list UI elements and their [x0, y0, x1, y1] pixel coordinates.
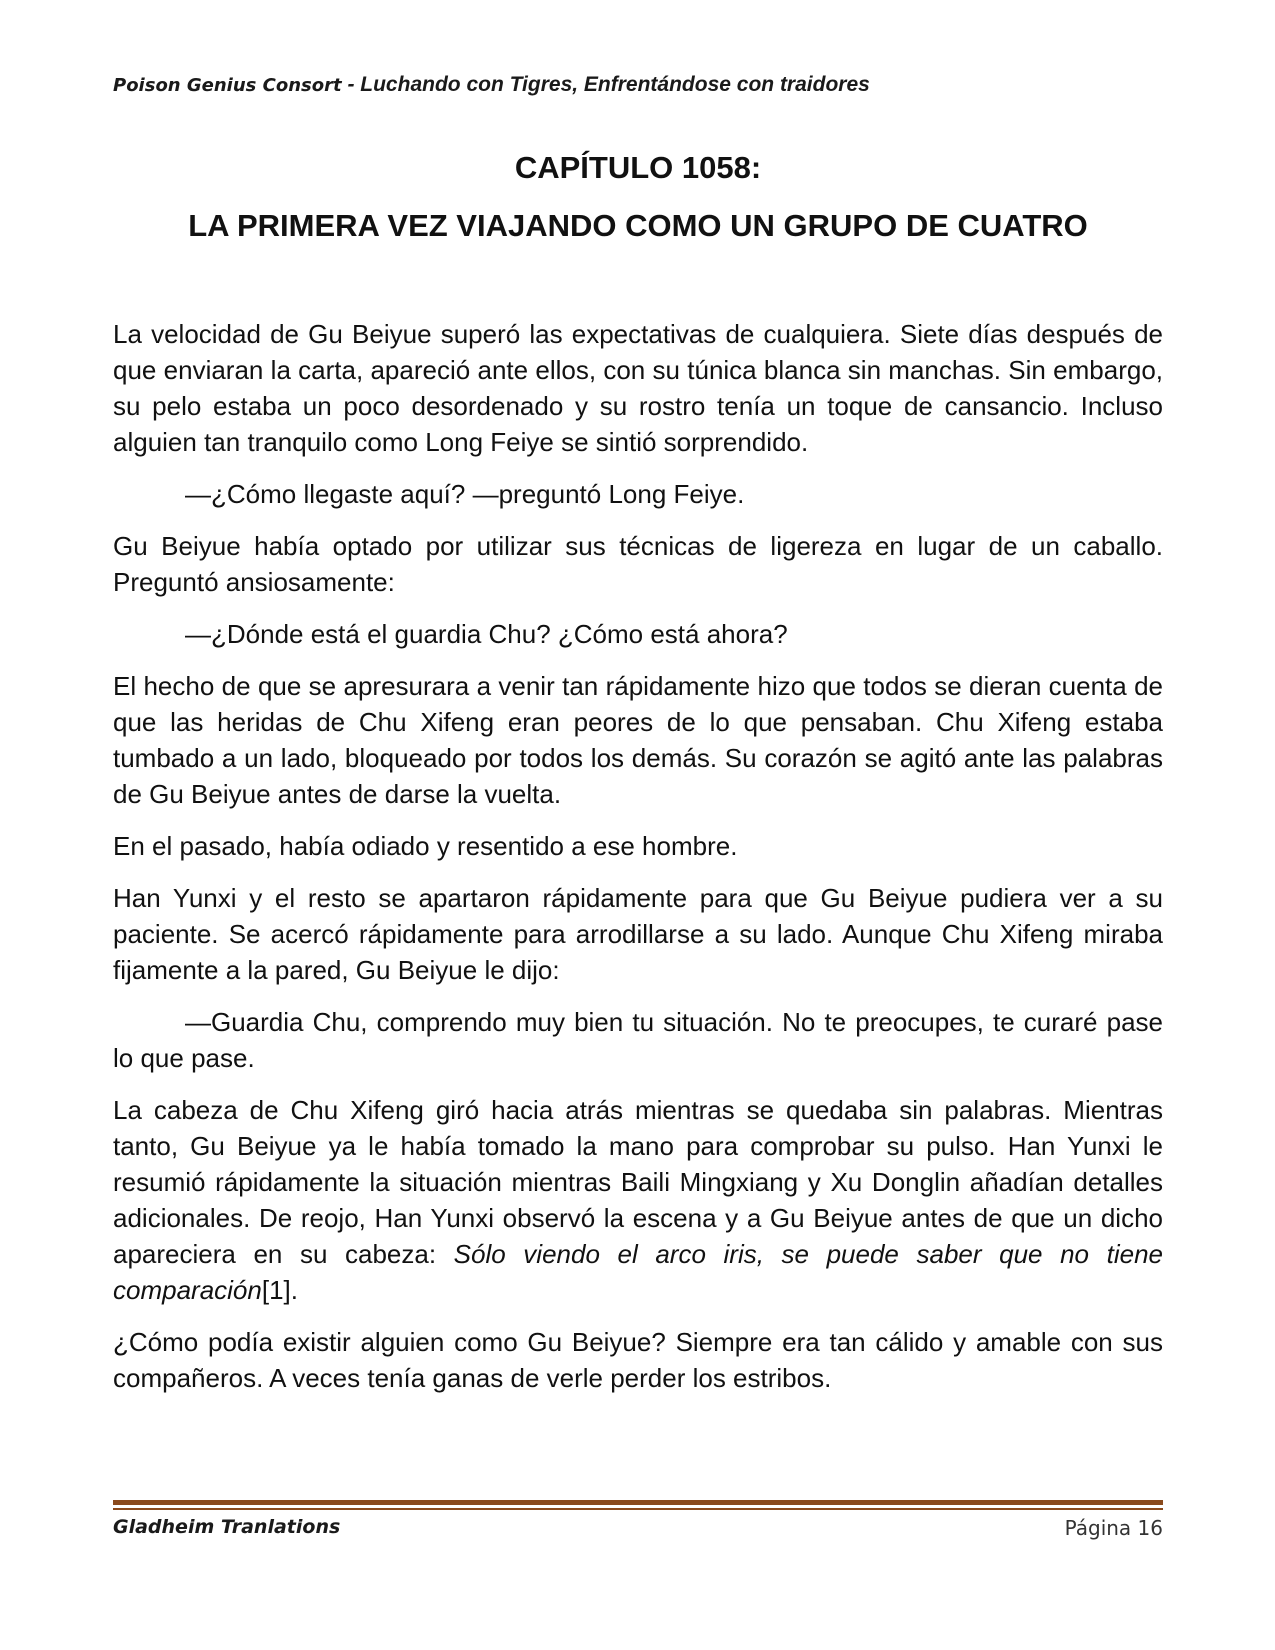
- paragraph: Gu Beiyue había optado por utilizar sus técnicas de ligereza en lugar de un caballo. Preguntó ansiosamente:: [113, 531, 1163, 597]
- dialogue-paragraph: —¿Dónde está el guardia Chu? ¿Cómo está ahora?: [185, 619, 788, 649]
- header-subtitle: Luchando con Tigres, Enfrentándose con traidores: [360, 73, 870, 96]
- dialogue-paragraph: —Guardia Chu, comprendo muy bien tu situación. No te preocupes, te curaré pase lo que pase.: [113, 1007, 1163, 1073]
- running-header: [113, 73, 870, 97]
- paragraph: El hecho de que se apresurara a venir tan rápidamente hizo que todos se dieran cuenta de que las heridas de Chu Xifeng eran peores de lo que pensaban. Chu Xifeng estaba tumbado a un lado, bloqueado por todos los demás. Su corazón se agitó ante las palabras de Gu Beiyue antes de darse la vuelta.: [113, 671, 1163, 809]
- footnote-marker: [1].: [261, 1275, 298, 1305]
- header-separator: -: [341, 73, 361, 96]
- footer-rule-thin: [113, 1508, 1163, 1510]
- paragraph: ¿Cómo podía existir alguien como Gu Beiyue? Siempre era tan cálido y amable con sus compañeros. A veces tenía ganas de verle perder los estribos.: [113, 1327, 1163, 1393]
- saying-italic: Sólo viendo el arco iris, se puede saber que no tiene comparación: [113, 1239, 1163, 1305]
- footer-publisher: Gladheim Tranlations: [113, 1516, 341, 1538]
- chapter-number: CAPÍTULO 1058:: [514, 150, 762, 185]
- page-number: Página 16: [1064, 1516, 1163, 1540]
- chapter-body: [113, 316, 1163, 1412]
- paragraph-with-saying: [113, 1092, 1163, 1308]
- paragraph: En el pasado, había odiado y resentido a ese hombre.: [113, 831, 738, 861]
- chapter-title: LA PRIMERA VEZ VIAJANDO COMO UN GRUPO DE CUATRO: [188, 208, 1088, 243]
- footer-rule-thick: [113, 1500, 1163, 1505]
- paragraph: Han Yunxi y el resto se apartaron rápidamente para que Gu Beiyue pudiera ver a su paciente. Se acercó rápidamente para arrodillarse a su lado. Aunque Chu Xifeng miraba fijamente a la pared, Gu Beiyue le dijo:: [113, 883, 1163, 985]
- paragraph-text: La cabeza de Chu Xifeng giró hacia atrás mientras se quedaba sin palabras. Mientras tanto, Gu Beiyue ya le había tomado la mano para comprobar su pulso. Han Yunxi le resumió rápidamente la situación mientras Baili Mingxiang y Xu Donglin añadían detalles adicionales. De reojo, Han Yunxi observó la escena y a Gu Beiyue antes de que un dicho apareciera en su cabeza:: [113, 1095, 1163, 1269]
- dialogue-paragraph: —¿Cómo llegaste aquí? —preguntó Long Feiye.: [185, 479, 745, 509]
- series-title: Poison Genius Consort: [113, 75, 342, 96]
- paragraph: La velocidad de Gu Beiyue superó las expectativas de cualquiera. Siete días después de que enviaran la carta, apareció ante ellos, con su túnica blanca sin manchas. Sin embargo, su pelo estaba un poco desordenado y su rostro tenía un toque de cansancio. Incluso alguien tan tranquilo como Long Feiye se sintió sorprendido.: [113, 319, 1163, 457]
